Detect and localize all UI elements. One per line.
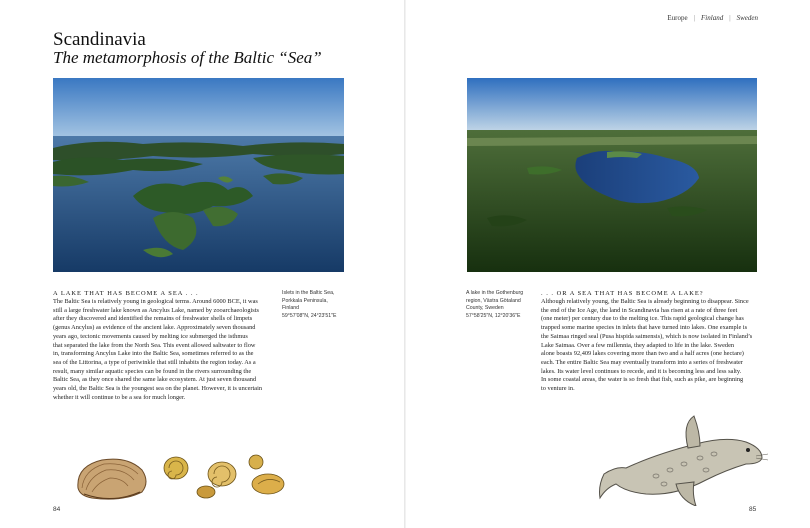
caption-line: A lake in the Gothenburg (466, 290, 524, 296)
spread-gutter (404, 0, 406, 528)
breadcrumb-europe: Europe (667, 14, 688, 22)
breadcrumb-separator: | (729, 14, 731, 22)
page-subtitle: The metamorphosis of the Baltic “Sea” (53, 48, 322, 67)
snail-shell-icon (164, 457, 188, 479)
photo-islets-baltic (53, 78, 344, 272)
text-line: each. The entire Baltic Sea may eventually transform into a series of freshwater (541, 358, 743, 366)
text-line: in, transforming Ancylus Lake into the Baltic Sea, sometimes referred to as the (53, 350, 254, 358)
limpet-shell-illustration (72, 452, 152, 509)
body-text-left (53, 298, 262, 402)
text-line: In some coastal areas, the water is so fresh that fish, such as pike, are beginning (541, 376, 744, 384)
breadcrumb-separator: | (693, 14, 696, 22)
text-line: (genus Ancylus) as evidence of the ancient lake. Approximately seven thousand (53, 324, 256, 332)
text-line: Lake Saimaa. Over a few millennia, they adapted to life in the lake. Sweden (541, 341, 735, 349)
text-line: years old, the Baltic Sea is the youngest sea on the planet. However, it is uncertain (53, 385, 263, 393)
text-line: sea of the Littorina, a type of periwinkle that still inhabits the region today. As a (53, 358, 256, 366)
page-title: Scandinavia (53, 29, 146, 50)
section-heading-lake-to-sea: A LAKE THAT HAS BECOME A SEA . . . (53, 290, 199, 297)
text-line: to venture in. (541, 385, 575, 393)
text-line: the end of the Ice Age, the land in Scandinavia has risen at a rate of three feet (541, 306, 738, 314)
text-line: alone boasts 92,409 lakes covering more than two and a half acres (one hectare) (541, 350, 744, 358)
caption-line: Finland (282, 305, 300, 312)
caption-line: Islets in the Baltic Sea, (282, 290, 335, 296)
caption-coordinates: 57°58′25″N, 12°20′36″E (466, 312, 521, 319)
caption-line: Porkkala Peninsula, (282, 297, 328, 304)
body-text-right (541, 298, 752, 394)
saimaa-ringed-seal-illustration (596, 414, 772, 511)
text-line: lakes. Its water level continues to recede, and it is becoming less and less salty. (541, 367, 742, 375)
periwinkle-shells-illustration (158, 454, 288, 505)
text-line: whether it will continue to be a sea for much longer. (53, 393, 186, 401)
photo-lake-gothenburg (467, 78, 757, 272)
text-line: Although relatively young, the Baltic Sea is already beginning to disappear. Since (541, 298, 749, 305)
caption-right-photo (466, 290, 532, 320)
caption-line: region, Västra Götaland (466, 297, 521, 304)
text-line: result, many similar aquatic species can be found in the rivers surrounding the (53, 367, 252, 375)
text-line: the Saimaa ringed seal (Pusa hispida saimensis), which is now isolated in Finland’s (541, 332, 753, 340)
caption-line: County, Sweden (466, 305, 504, 312)
caption-coordinates: 59°57′08″N, 24°23′51″E (282, 312, 337, 319)
page-number-right: 85 (749, 506, 757, 513)
page-number-left: 84 (53, 506, 61, 513)
breadcrumb-sweden: Sweden (736, 14, 758, 22)
text-line: after they discovered and identified the remains of freshwater shells of limpets (53, 315, 253, 323)
section-heading-sea-to-lake: . . . OR A SEA THAT HAS BECOME A LAKE? (541, 290, 704, 297)
text-line: that separated the lake from the North Sea. This event allowed saltwater to flow (53, 341, 256, 349)
breadcrumb-finland: Finland (701, 14, 724, 22)
caption-left-photo (282, 290, 348, 320)
text-line: (one meter) per century due to the melting ice. This rapid geological change has (541, 315, 744, 323)
text-line: still a large freshwater lake known as Ancylus Lake, named by zooarchaeologists (53, 306, 259, 314)
text-line: trapped some marine species in inlets that have turned into lakes. One example is (541, 324, 748, 332)
text-line: Baltic Sea, as they once shared the same lake ecosystem. At just seven thousand (53, 376, 257, 384)
text-line: years ago, tectonic movements caused by melting ice submerged the isthmus (53, 332, 248, 340)
text-line: The Baltic Sea is relatively young in geological terms. Around 6000 BCE, it was (53, 298, 258, 305)
breadcrumb (667, 14, 758, 22)
